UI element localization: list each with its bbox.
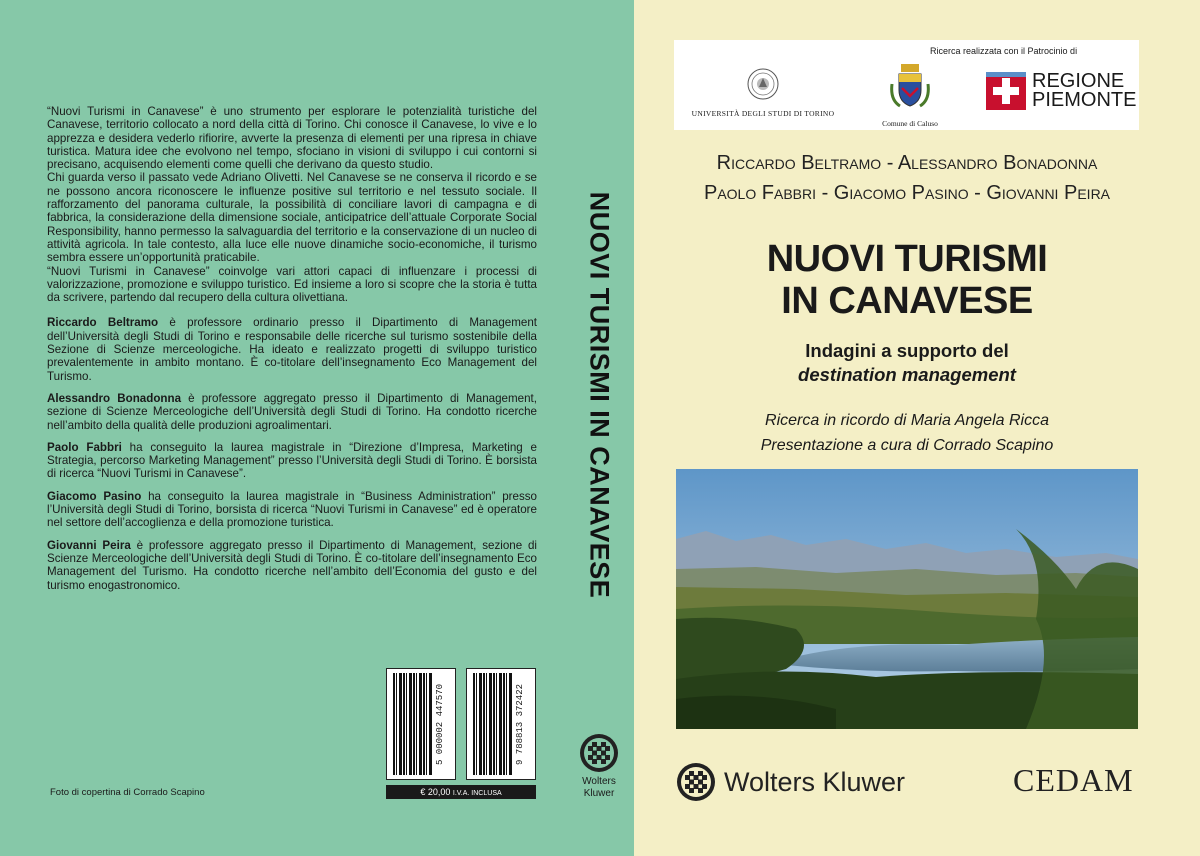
author-bios — [47, 316, 537, 591]
barcode-price — [386, 668, 456, 780]
price-note: I.V.A. INCLUSA — [452, 790, 502, 797]
municipal-crest-icon — [886, 60, 934, 112]
patronage-text: Ricerca realizzata con il Patrocinio di — [930, 46, 1078, 56]
book-title — [634, 238, 1180, 322]
caluso-name: Comune di Caluso — [882, 119, 938, 128]
bio-bonadonna — [47, 392, 537, 432]
bio-text: è professore ordinario presso il Dipartimento di Management dell’Università degli Studi di Torino e responsabile delle ricerche sul turismo sostenibile della Sezione di Scienze merceologiche. Ha ideato e realizzato progetti di sviluppo turistico prevalentemente in ambito montano. È co-titolare dell’insegnamento Eco Management del Turismo. — [47, 316, 537, 383]
university-seal-icon — [747, 68, 779, 100]
regione-flag-icon — [986, 72, 1026, 110]
bio-text: ha conseguito la laurea magistrale in “Direzione d’Impresa, Marketing e Strategia, percorso Marketing Management” presso l’Università degli Studi di Torino. È borsista di ricerca “Nuovi Turismi in Canavese”. — [47, 440, 537, 481]
bio-peira — [47, 539, 537, 592]
intro-paragraph-1: “Nuovi Turismi in Canavese” è uno strumento per esplorare le potenzialità turistiche del Canavese, territorio collocato a nord della città di Torino. Chi conosce il Canavese, lo vive e lo apprezza e desidera vederlo rifiorire, avverte la presenza di elementi per una ripresa in chiave turistica. Matura idee che evolvono nel tempo, sfociano in visioni di sviluppo i cui contorni si precisano, acquisendo elementi come quelli che derivano da questo studio. — [47, 105, 537, 172]
bio-name: Alessandro Bonadonna — [47, 391, 182, 405]
title-line-1: NUOVI TURISMI — [766, 238, 1048, 280]
authors-line-2: Paolo Fabbri - Giacomo Pasino - Giovanni Peira — [703, 182, 1111, 204]
spine-publisher-line: Kluwer — [583, 788, 615, 799]
credit-line-2: Presentazione a cura di Corrado Scapino — [760, 437, 1054, 454]
credit-line-1: Ricerca in ricordo di Maria Angela Ricca — [765, 412, 1049, 429]
barcode-bars — [473, 673, 513, 775]
authors — [634, 148, 1180, 208]
cover-photo — [676, 469, 1138, 729]
bio-name: Giacomo Pasino — [47, 489, 142, 503]
unito-logo — [688, 68, 838, 118]
spine-publisher-line: Wolters — [582, 776, 616, 787]
patronage-logos — [674, 40, 1139, 130]
book-subtitle — [634, 339, 1180, 387]
regione-piemonte-logo — [986, 70, 1137, 112]
unito-name: UNIVERSITÀ DEGLI STUDI DI TORINO — [691, 109, 835, 118]
subtitle-line-2: destination management — [798, 364, 1016, 385]
bio-fabbri — [47, 441, 537, 481]
intro-paragraph-3: “Nuovi Turismi in Canavese” coinvolge vari attori capaci di influenzare i processi di valorizzazione, promozione e sviluppo turistico. Ed insieme a loro si scopre che la storia è tutta da scrivere, partendo dal recupero della cultura olivettiana. — [47, 264, 537, 305]
book-credits — [634, 408, 1180, 458]
bio-text: è professore aggregato presso il Dipartimento di Management, sezione di Scienze Merceologiche dell’Università degli Studi di Torino. Ha condotto ricerche nell’ambito della qualità delle produzioni agroalimentari. — [47, 391, 537, 432]
back-cover — [0, 0, 564, 856]
back-cover-text — [47, 105, 537, 601]
wolters-kluwer-icon — [676, 762, 716, 802]
photo-credit: Foto di copertina di Corrado Scapino — [50, 787, 205, 798]
barcode-bars — [393, 673, 433, 775]
title-line-2: IN CANAVESE — [781, 280, 1033, 322]
subtitle-line-1: Indagini a supporto del — [805, 340, 1009, 361]
price-value: € 20,00 — [420, 787, 451, 797]
spine — [564, 0, 634, 856]
barcode-isbn — [466, 668, 536, 780]
bio-name: Giovanni Peira — [47, 538, 131, 552]
authors-line-1: Riccardo Beltramo - Alessandro Bonadonna — [716, 152, 1098, 174]
landscape-image — [676, 469, 1138, 729]
barcode-number: 5 000002 447570 — [435, 683, 445, 765]
bio-name: Riccardo Beltramo — [47, 316, 159, 330]
spine-title-wrap — [564, 0, 634, 856]
bio-text: ha conseguito la laurea magistrale in “Business Administration” presso l’Università degli Studi di Torino, borsista di ricerca “Nuovi Turismi in Canavese” ed è operatore nel settore dell’accoglienza e della promozione turistica. — [47, 489, 538, 530]
bio-name: Paolo Fabbri — [47, 440, 122, 454]
spine-title: NUOVI TURISMI IN CANAVESE — [584, 191, 615, 599]
regione-line-2: PIEMONTE — [1032, 89, 1137, 111]
barcode-number: 9 788813 372422 — [515, 683, 525, 765]
bio-beltramo — [47, 316, 537, 382]
front-cover — [634, 0, 1200, 856]
bio-text: è professore aggregato presso il Dipartimento di Management, sezione di Scienze Merceologiche dell’Università degli Studi di Torino. È co-titolare dell’insegnamento Eco Management del Turismo. Ha condotto ricerche nell’ambito dell’Economia del gusto e del turismo enogastronomico. — [47, 538, 538, 592]
imprint-name: CEDAM — [1013, 762, 1134, 798]
bio-pasino — [47, 490, 537, 530]
intro-paragraph-2: Chi guarda verso il passato vede Adriano Olivetti. Nel Canavese se ne conserva il ricordo e se ne possono ancora riconoscere le influenze positive sul territorio e nel tessuto sociale. Il rafforzamento del panorama culturale, la possibilità di conciliare lavori di campagna e di fabbrica, la considerazione della dimensione sociale, anticipatrice dell’attuale Corporate Social Responsibility, hanno permesso la salvaguardia del territorio e la conservazione di un nucleo di attività agricola. In tale contesto, alla luce elle nuove dinamiche socio-economiche, il turismo sembra essere un’opportunità praticabile. — [47, 171, 537, 265]
wolters-kluwer-icon — [579, 733, 619, 773]
spine-publisher — [564, 776, 634, 800]
caluso-logo — [870, 60, 950, 128]
publisher-name: Wolters Kluwer — [724, 767, 906, 797]
price-label — [386, 785, 536, 799]
regione-line-1: REGIONE — [1032, 70, 1125, 92]
